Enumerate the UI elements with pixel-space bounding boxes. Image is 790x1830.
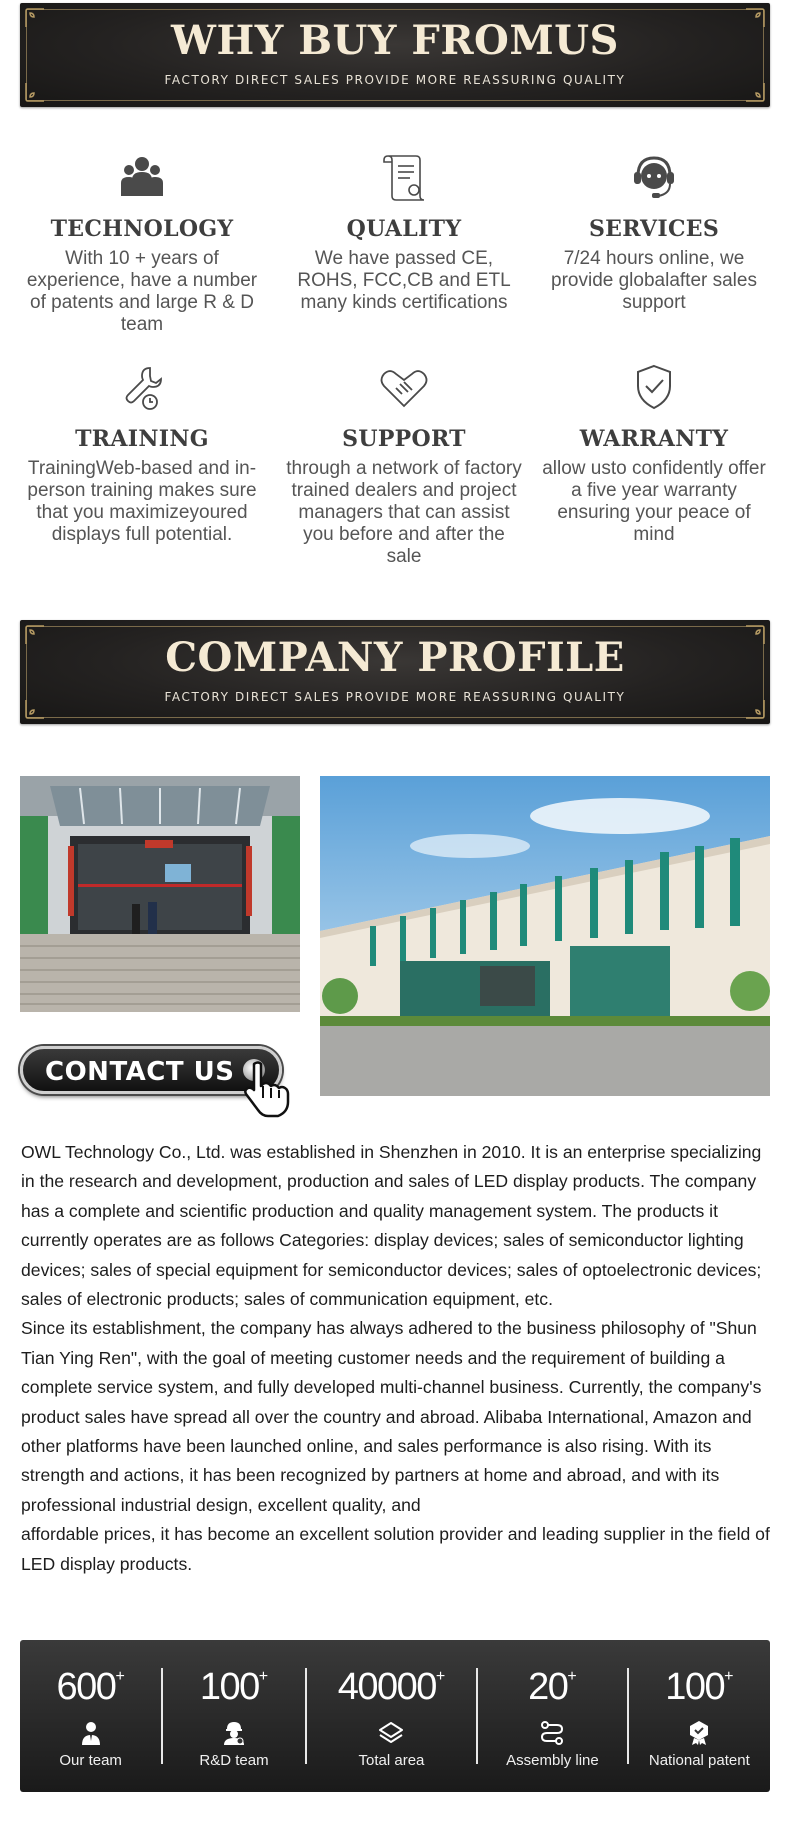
feature-title: SUPPORT <box>342 426 466 452</box>
layers-icon <box>378 1720 404 1746</box>
contact-us-label: CONTACT US <box>45 1057 235 1087</box>
banner-title: COMPANY PROFILE <box>165 634 625 681</box>
stat-value: 20+ <box>528 1666 577 1708</box>
why-buy-banner <box>20 3 770 107</box>
feature-text: through a network of factory trained dealers and project managers that can assist you before and after the sale <box>286 458 522 567</box>
handshake-icon <box>376 362 432 414</box>
pointing-hand-icon <box>240 1060 300 1120</box>
company-description <box>21 1138 773 1579</box>
stat-assembly-line <box>478 1640 626 1792</box>
feature-support <box>279 362 529 568</box>
stat-value: 600+ <box>56 1666 125 1708</box>
feature-text: allow usto confidently offer a five year warranty ensuring your peace of mind <box>542 458 766 545</box>
stat-national-patent <box>629 1640 770 1792</box>
feature-title: WARRANTY <box>579 426 729 452</box>
stat-label: Total area <box>358 1752 425 1769</box>
shield-check-icon <box>626 362 682 414</box>
scroll-certificate-icon <box>376 152 432 204</box>
description-paragraph: Since its establishment, the company has always adhered to the business philosophy of "Shun Tian Ying Ren", with the goal of meeting customer needs and the requirement of building a complete service system, and fully developed multi-channel business. Currently, the company's product sales have spread all over the country and abroad. Alibaba International, Amazon and other platforms have been launched online, and sales performance is also rising. With its strength and actions, it has been recognized by partners at home and abroad, and with its professional industrial design, excellent quality, and <box>21 1318 762 1515</box>
stat-rd-team <box>163 1640 304 1792</box>
stat-value: 40000+ <box>337 1666 446 1708</box>
feature-warranty <box>529 362 779 546</box>
feature-title: QUALITY <box>346 216 462 242</box>
feature-training <box>17 362 267 546</box>
team-icon <box>114 152 170 204</box>
stat-total-area <box>307 1640 477 1792</box>
stat-label: National patent <box>648 1752 750 1769</box>
stat-value: 100+ <box>665 1666 734 1708</box>
headset-icon <box>626 152 682 204</box>
wrench-icon <box>114 362 170 414</box>
feature-technology <box>17 152 267 336</box>
feature-text: TrainingWeb-based and in-person training makes sure that you maximizeyoured displays full potential. <box>27 458 257 545</box>
banner-subtitle: FACTORY DIRECT SALES PROVIDE MORE REASSURING QUALITY <box>164 690 626 704</box>
company-profile-banner <box>20 620 770 724</box>
engineer-icon <box>221 1720 247 1746</box>
banner-title: WHY BUY FROMUS <box>171 17 619 64</box>
description-paragraph: OWL Technology Co., Ltd. was established in Shenzhen in 2010. It is an enterprise specializing in the research and development, production and sales of LED display products. The company has a complete and scientific production and quality management system. The products it currently operates are as follows Categories: display devices; sales of semiconductor lighting devices; sales of special equipment for semiconductor devices; sales of optoelectronic devices; sales of electronic products; sales of communication equipment, etc. <box>21 1142 762 1310</box>
stat-our-team <box>20 1640 161 1792</box>
route-icon <box>539 1720 565 1746</box>
person-icon <box>78 1720 104 1746</box>
feature-quality <box>279 152 529 314</box>
feature-services <box>529 152 779 314</box>
feature-title: TECHNOLOGY <box>50 216 234 242</box>
banner-subtitle: FACTORY DIRECT SALES PROVIDE MORE REASSURING QUALITY <box>164 73 626 87</box>
feature-text: We have passed CE, ROHS, FCC,CB and ETL many kinds certifications <box>297 248 511 313</box>
factory-building-photo <box>320 776 770 1096</box>
feature-text: With 10 + years of experience, have a number of patents and large R & D team <box>26 248 258 335</box>
stat-value: 100+ <box>199 1666 269 1708</box>
description-paragraph: affordable prices, it has become an excellent solution provider and leading supplier in the field of LED display products. <box>21 1524 770 1574</box>
feature-text: 7/24 hours online, we provide globalafter sales support <box>551 248 757 313</box>
entrance-photo <box>20 776 300 1012</box>
feature-title: SERVICES <box>588 216 720 242</box>
stat-label: Our team <box>59 1752 122 1769</box>
company-stats-bar <box>20 1640 770 1792</box>
award-badge-icon <box>686 1720 712 1746</box>
feature-title: TRAINING <box>75 426 209 452</box>
stat-label: R&D team <box>199 1752 269 1769</box>
stat-label: Assembly line <box>506 1752 599 1769</box>
